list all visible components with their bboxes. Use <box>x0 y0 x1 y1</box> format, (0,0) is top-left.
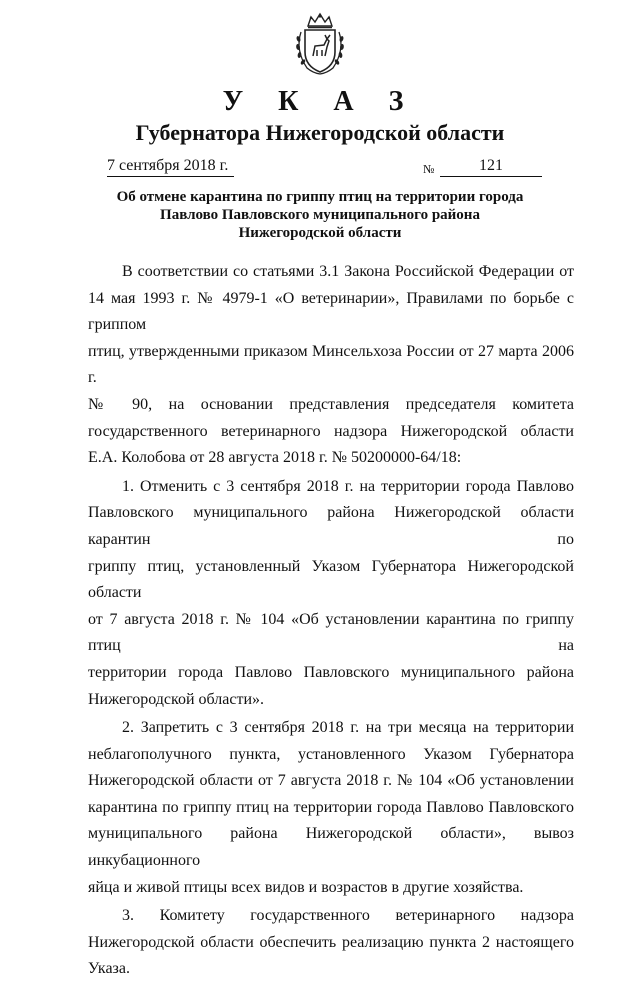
decree-title: У К А З <box>222 86 418 117</box>
text-line: Нижегородской области обеспечить реализацию пункта 2 настоящего <box>88 933 574 951</box>
text-line: гриппу птиц, установленный Указом Губернатора Нижегородской области <box>88 557 574 602</box>
text-line: 2. Запретить с 3 сентября 2018 г. на три месяца на территории <box>122 719 574 737</box>
text-line: государственного ветеринарного надзора Нижегородской области <box>88 422 574 440</box>
coat-of-arms-emblem <box>291 12 349 76</box>
text-line: Нижегородской области от 7 августа 2018 г. № 104 «Об установлении <box>88 772 574 790</box>
preamble-paragraph <box>88 259 574 472</box>
decree-body <box>88 259 574 983</box>
text-line: яйца и живой птицы всех видов и возрастов в другие хозяйства. <box>88 878 524 896</box>
issuer-title: Губернатора Нижегородской области <box>135 120 505 145</box>
text-line: от 7 августа 2018 г. № 104 «Об установлении карантина по гриппу птиц на <box>88 610 574 655</box>
text-line: карантина по гриппу птиц на территории города Павлово Павловского <box>88 798 574 816</box>
text-line: 1. Отменить с 3 сентября 2018 г. на территории города Павлово <box>122 477 574 495</box>
text-line: Нижегородской области». <box>88 690 265 708</box>
text-line: В соответствии со статьями 3.1 Закона Российской Федерации от <box>122 263 574 280</box>
text-line: Указа. <box>88 960 130 978</box>
text-line: Е.А. Колобова от 28 августа 2018 г. № 50200000-64/18: <box>88 449 462 467</box>
text-line: муниципального района Нижегородской области», вывоз инкубационного <box>88 825 574 870</box>
heading-line: Нижегородской области <box>238 225 402 241</box>
decree-number: 121 <box>440 157 542 177</box>
decree-date: 7 сентября 2018 г. <box>107 157 234 177</box>
clause-2-paragraph <box>88 715 574 901</box>
clause-1-paragraph <box>88 474 574 713</box>
heading-line: Павлово Павловского муниципального района <box>160 207 480 223</box>
clause-3-paragraph <box>88 903 574 983</box>
text-line: № 90, на основании представления председателя комитета <box>88 395 574 413</box>
text-line: территории города Павлово Павловского муниципального района <box>88 663 574 681</box>
number-sign: № <box>423 162 435 176</box>
text-line: Павловского муниципального района Нижегородской области карантин по <box>88 504 574 548</box>
heading-line: Об отмене карантина по гриппу птиц на территории города <box>116 189 524 205</box>
text-line: неблагополучного пункта, установленного Указом Губернатора <box>88 745 574 763</box>
text-line: 3. Комитету государственного ветеринарного надзора <box>122 907 574 925</box>
text-line: птиц, утвержденными приказом Минсельхоза России от 27 марта 2006 г. <box>88 342 574 387</box>
text-line: 14 мая 1993 г. № 4979-1 «О ветеринарии», Правилами по борьбе с гриппом <box>88 289 574 334</box>
decree-heading <box>90 188 550 242</box>
